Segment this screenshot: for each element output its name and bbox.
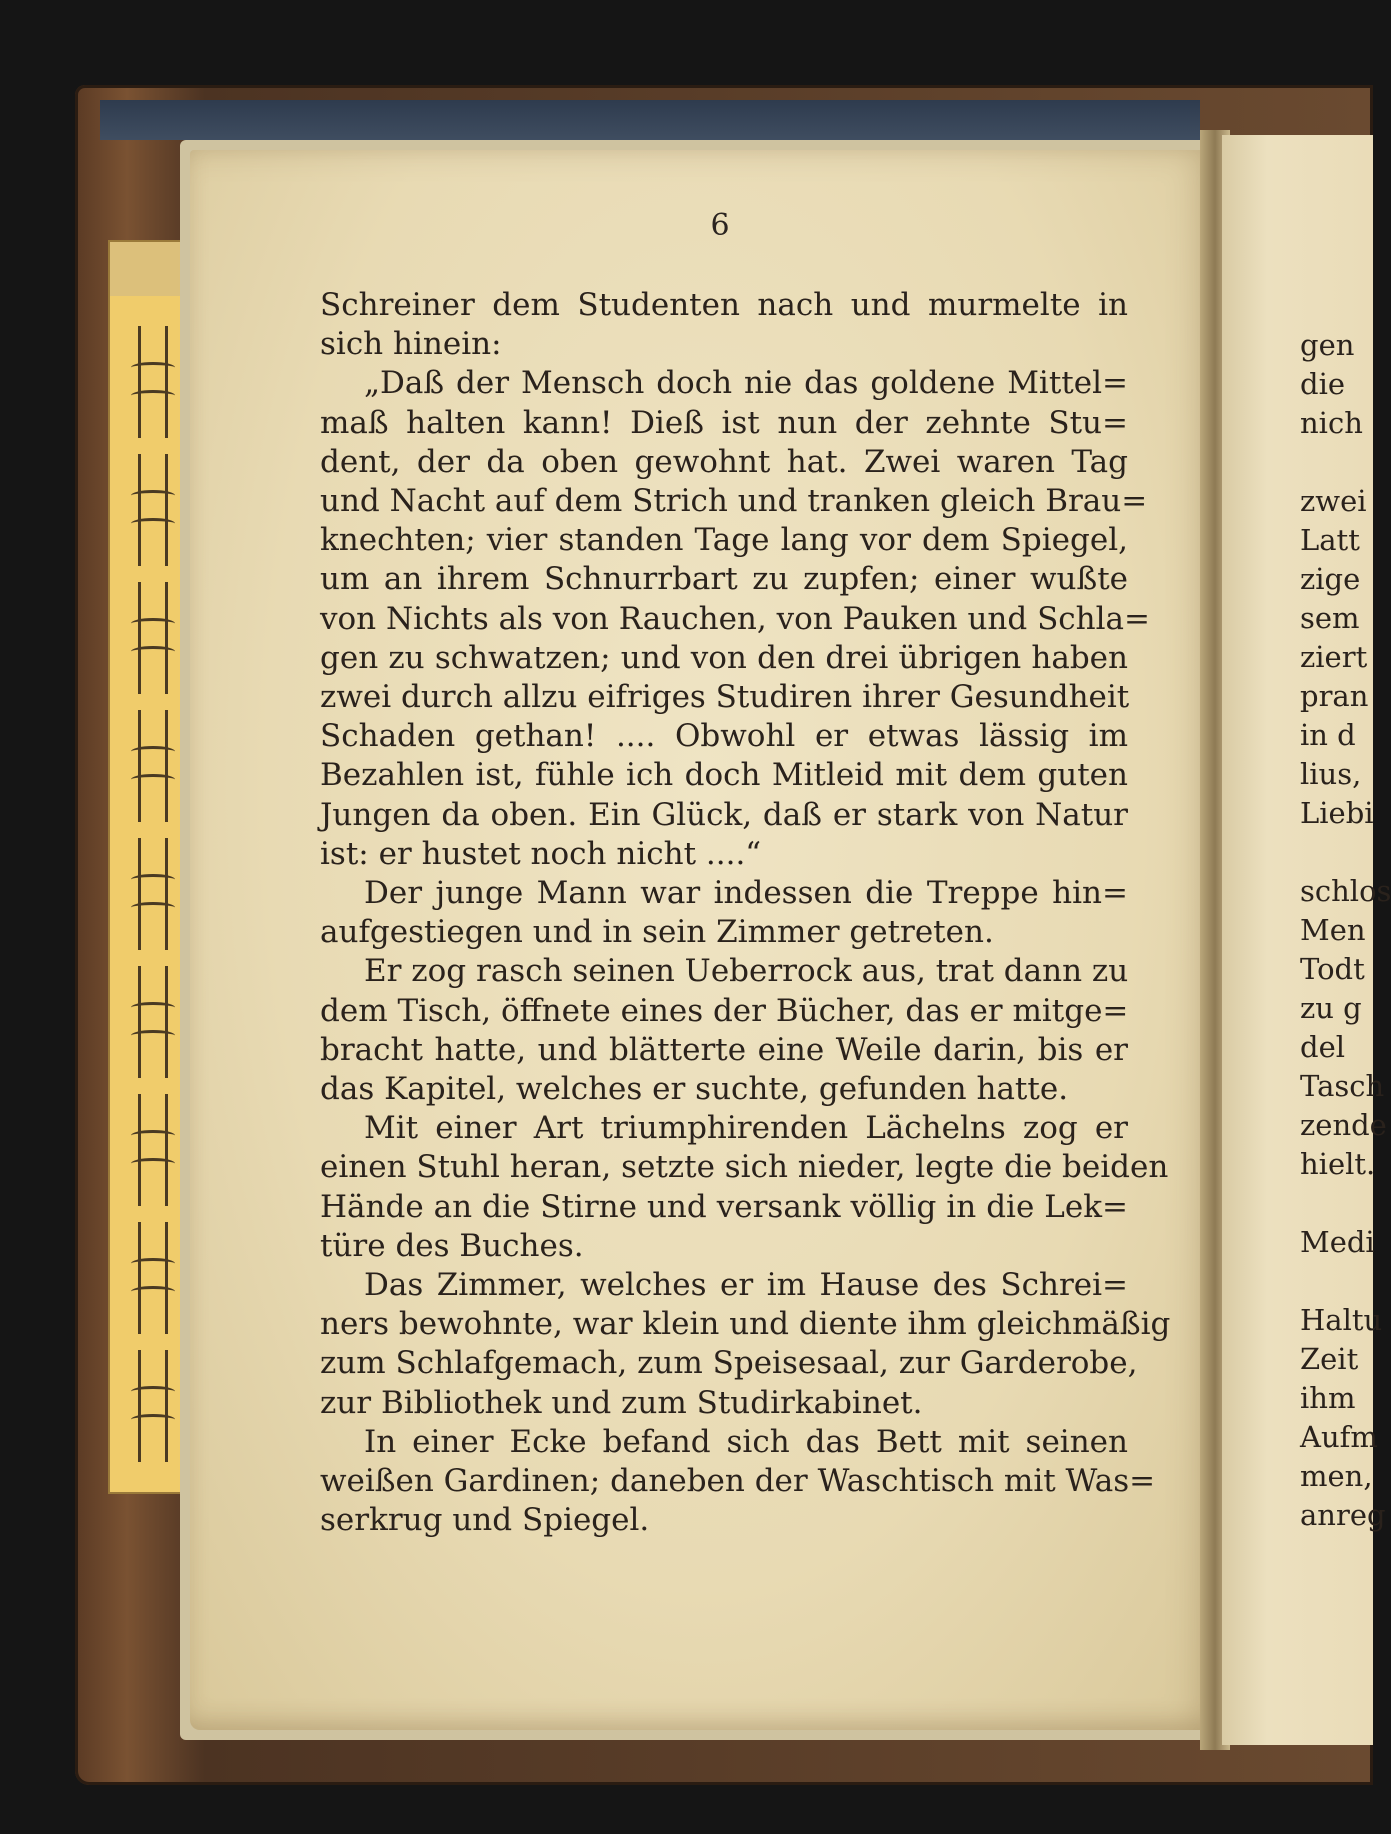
right-page-fragment: in d — [1300, 718, 1356, 752]
right-page-fragment: Todt — [1300, 952, 1365, 986]
page-body-text — [320, 286, 1171, 1541]
right-page-fragment: Haltu — [1300, 1303, 1383, 1337]
right-page-fragment: del — [1300, 1030, 1346, 1064]
right-page-fragment: zige — [1300, 562, 1361, 596]
right-page-fragment: Men — [1300, 913, 1366, 947]
text-line: Das Zimmer, welches er im Hause des Schrei= — [364, 1267, 1128, 1304]
right-page-fragment: Medi — [1300, 1225, 1375, 1259]
right-page-fragment: sem — [1300, 601, 1360, 635]
bookmark-ornament — [138, 326, 168, 438]
right-page-fragment: nich — [1300, 406, 1363, 440]
right-page-fragment: ziert — [1300, 640, 1368, 674]
text-line: gen zu schwatzen; und von den drei übrigen haben — [320, 639, 1128, 676]
bookmark-ornament — [138, 838, 168, 950]
page-number: 6 — [710, 208, 730, 243]
bookmark-ornament — [138, 1094, 168, 1206]
text-line: weißen Gardinen; daneben der Waschtisch mit Was= — [320, 1463, 1156, 1500]
right-page-fragment: hielt. — [1300, 1147, 1376, 1181]
right-page-fragment: die — [1300, 367, 1346, 401]
right-page-fragment: zwei — [1300, 484, 1367, 518]
right-page-fragment: Aufm — [1300, 1420, 1378, 1454]
right-page-fragment: anreg — [1300, 1498, 1386, 1532]
text-line: sich hinein: — [320, 326, 502, 363]
text-line: ist: er hustet noch nicht ....“ — [320, 835, 762, 872]
bookmark-ornament — [138, 966, 168, 1078]
text-line: Mit einer Art triumphirenden Lächelns zog er — [364, 1110, 1128, 1147]
right-page-fragment — [1300, 833, 1373, 872]
right-page-fragment — [1300, 443, 1373, 482]
text-line: einen Stuhl heran, setzte sich nieder, legte die beiden — [320, 1149, 1169, 1186]
right-page-fragment — [1300, 1262, 1373, 1301]
text-line: „Daß der Mensch doch nie das goldene Mittel= — [364, 365, 1128, 402]
right-page-fragment: zu g — [1300, 991, 1362, 1025]
text-line: und Nacht auf dem Strich und tranken gleich Brau= — [320, 483, 1148, 520]
text-line: Bezahlen ist, fühle ich doch Mitleid mit dem guten — [320, 757, 1128, 794]
right-page-fragment: zende — [1300, 1108, 1387, 1142]
text-line: ners bewohnte, war klein und diente ihm gleichmäßig — [320, 1306, 1171, 1343]
text-line: bracht hatte, und blätterte eine Weile darin, bis er — [320, 1031, 1128, 1068]
bookmark-ornament — [138, 710, 168, 822]
text-line: zur Bibliothek und zum Studirkabinet. — [320, 1384, 923, 1421]
right-page-fragment: gen — [1300, 328, 1355, 362]
text-line: das Kapitel, welches er suchte, gefunden hatte. — [320, 1071, 1069, 1108]
cover-band — [100, 100, 1200, 140]
right-page-fragment: ihm — [1300, 1381, 1356, 1415]
text-line: aufgestiegen und in sein Zimmer getreten. — [320, 914, 994, 951]
text-line: dent, der da oben gewohnt hat. Zwei waren Tag — [320, 443, 1128, 480]
right-page-text-fragments — [1300, 326, 1391, 1535]
text-line: Der junge Mann war indessen die Treppe hin= — [364, 875, 1128, 912]
right-page-fragment: men, — [1300, 1459, 1373, 1493]
text-line: serkrug und Spiegel. — [320, 1502, 650, 1539]
text-line: Er zog rasch seinen Ueberrock aus, trat dann zu — [364, 953, 1129, 990]
text-line: türe des Buches. — [320, 1227, 584, 1264]
bookmark-ornament — [138, 1222, 168, 1334]
text-line: Schreiner dem Studenten nach und murmelte in — [320, 287, 1128, 323]
text-line: dem Tisch, öffnete eines der Bücher, das er mitge= — [320, 992, 1129, 1029]
right-page-fragment: Zeit — [1300, 1342, 1359, 1376]
text-line: zum Schlafgemach, zum Speisesaal, zur Garderobe, — [320, 1345, 1138, 1382]
bookmark-ornament — [138, 454, 168, 566]
bookmark-ornament — [138, 582, 168, 694]
right-page-fragment: Latt — [1300, 523, 1360, 557]
text-line: Jungen da oben. Ein Glück, daß er stark von Natur — [320, 796, 1128, 833]
right-page-fragment: Tasch — [1300, 1069, 1385, 1103]
right-page-fragment: lius, — [1300, 757, 1362, 791]
text-line: um an ihrem Schnurrbart zu zupfen; einer wußte — [320, 561, 1128, 598]
text-line: In einer Ecke befand sich das Bett mit seinen — [364, 1423, 1128, 1460]
text-line: knechten; vier standen Tage lang vor dem Spiegel, — [320, 522, 1128, 559]
text-line: Hände an die Stirne und versank völlig in die Lek= — [320, 1188, 1128, 1225]
right-page-fragment: pran — [1300, 679, 1369, 713]
text-line: zwei durch allzu eifriges Studiren ihrer Gesundheit — [320, 679, 1130, 716]
bookmark-ornament — [138, 1350, 168, 1462]
right-page-fragment: schlos — [1300, 874, 1391, 908]
text-line: maß halten kann! Dieß ist nun der zehnte Stu= — [320, 404, 1128, 441]
text-line: von Nichts als von Rauchen, von Pauken und Schla= — [320, 600, 1151, 637]
right-page-fragment: Liebi — [1300, 796, 1374, 830]
right-page-fragment — [1300, 1184, 1373, 1223]
text-line: Schaden gethan! .... Obwohl er etwas lässig im — [320, 718, 1128, 755]
